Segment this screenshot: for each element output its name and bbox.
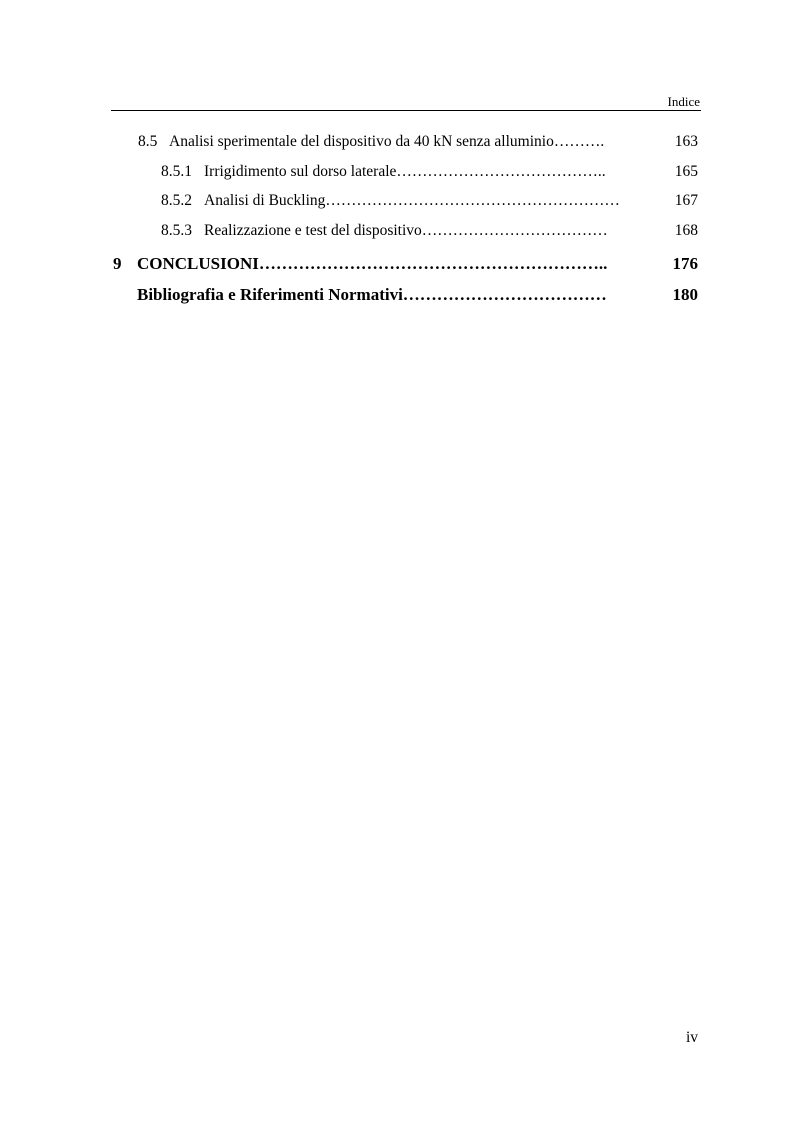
toc-entry-title: Irrigidimento sul dorso laterale………………………………….. bbox=[204, 163, 606, 180]
toc-entry-8-5-1[interactable] bbox=[0, 163, 794, 185]
toc-entry-bibliografia[interactable] bbox=[0, 285, 794, 307]
toc-entry-number: 8.5.3 bbox=[161, 222, 192, 239]
toc-entry-title: Analisi sperimentale del dispositivo da 40 kN senza alluminio………. bbox=[169, 133, 605, 150]
toc-entry-8-5-2[interactable] bbox=[0, 192, 794, 214]
toc-entry-title: Realizzazione e test del dispositivo……………………………… bbox=[204, 222, 608, 239]
toc-entry-title: Bibliografia e Riferimenti Normativi……………………………… bbox=[137, 285, 607, 304]
toc-entry-8-5[interactable] bbox=[0, 133, 794, 155]
toc-entry-page: 163 bbox=[674, 133, 698, 150]
page-number: iv bbox=[685, 1029, 698, 1046]
toc-entry-8-5-3[interactable] bbox=[0, 222, 794, 244]
toc-entry-page: 168 bbox=[674, 222, 698, 239]
toc-entry-number: 9 bbox=[113, 254, 122, 273]
toc-entry-title: CONCLUSIONI…………………………………………………….. bbox=[137, 254, 608, 273]
toc-entry-page: 176 bbox=[672, 254, 698, 273]
toc-entry-number: 8.5 bbox=[138, 133, 158, 150]
toc-entry-page: 165 bbox=[674, 163, 698, 180]
running-header bbox=[111, 93, 701, 111]
toc-entry-page: 167 bbox=[674, 192, 698, 209]
toc-entry-page: 180 bbox=[672, 285, 698, 304]
running-header-title: Indice bbox=[667, 94, 700, 109]
toc-entry-title: Analisi di Buckling………………………………………………… bbox=[204, 192, 620, 209]
toc-entry-number: 8.5.1 bbox=[161, 163, 192, 180]
toc-entry-number: 8.5.2 bbox=[161, 192, 192, 209]
toc-entry-9[interactable] bbox=[0, 254, 794, 276]
